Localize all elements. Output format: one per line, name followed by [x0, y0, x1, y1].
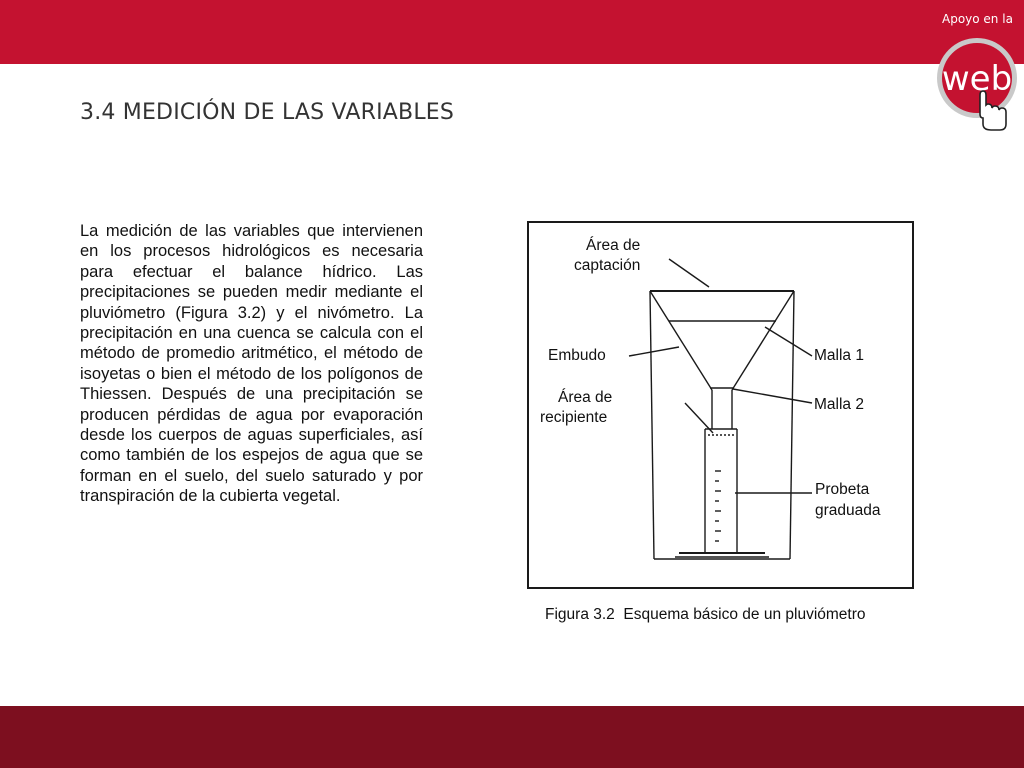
web-badge[interactable] — [934, 38, 1024, 138]
label-graduated-cylinder-2: graduada — [815, 502, 881, 519]
graduation-ticks — [715, 471, 721, 541]
label-mesh-2: Malla 2 — [814, 396, 864, 413]
leader-mesh-1 — [765, 327, 812, 356]
leader-receiving-area — [685, 403, 713, 433]
label-receiving-area-2: recipiente — [540, 409, 608, 426]
label-catchment-area-2: captación — [574, 257, 641, 274]
rain-gauge-diagram — [527, 221, 914, 589]
label-graduated-cylinder-1: Probeta — [815, 481, 870, 498]
footer-bar — [0, 706, 1024, 768]
label-catchment-area-1: Área de — [586, 237, 641, 254]
label-mesh-1: Malla 1 — [814, 347, 864, 364]
figure-caption: Figura 3.2 Esquema básico de un pluviómetro — [545, 606, 866, 623]
label-funnel: Embudo — [548, 347, 606, 364]
web-badge-tagline: Apoyo en la — [942, 12, 1013, 26]
leader-mesh-2 — [733, 389, 812, 403]
leader-catchment — [669, 259, 709, 287]
body-paragraph: La medición de las variables que intervienen en los procesos hidrológicos es necesaria para efectuar el balance hídrico. Las precipitaciones se pueden medir mediante el pluviómetro (Figura 3.2) y el nivómetro. La precipitación en una cuenca se calcula con el método de promedio aritmético, el método de isoyetas o bien el método de los polígonos de Thiessen. Después de una precipitación se producen pérdidas de agua por evaporación desde los cuerpos de aguas superficiales, así como también de los espejos de agua que se forman en el suelo, del suelo saturado y por transpiración de la cubierta vegetal. — [80, 222, 423, 506]
web-badge-word: web — [941, 59, 1013, 99]
label-receiving-area-1: Área de — [558, 389, 613, 406]
header-bar — [0, 0, 1024, 64]
funnel-right — [732, 291, 794, 390]
slide-title: 3.4 MEDICIÓN DE LAS VARIABLES — [80, 100, 455, 125]
leader-funnel — [629, 347, 679, 356]
funnel-left — [650, 291, 712, 390]
